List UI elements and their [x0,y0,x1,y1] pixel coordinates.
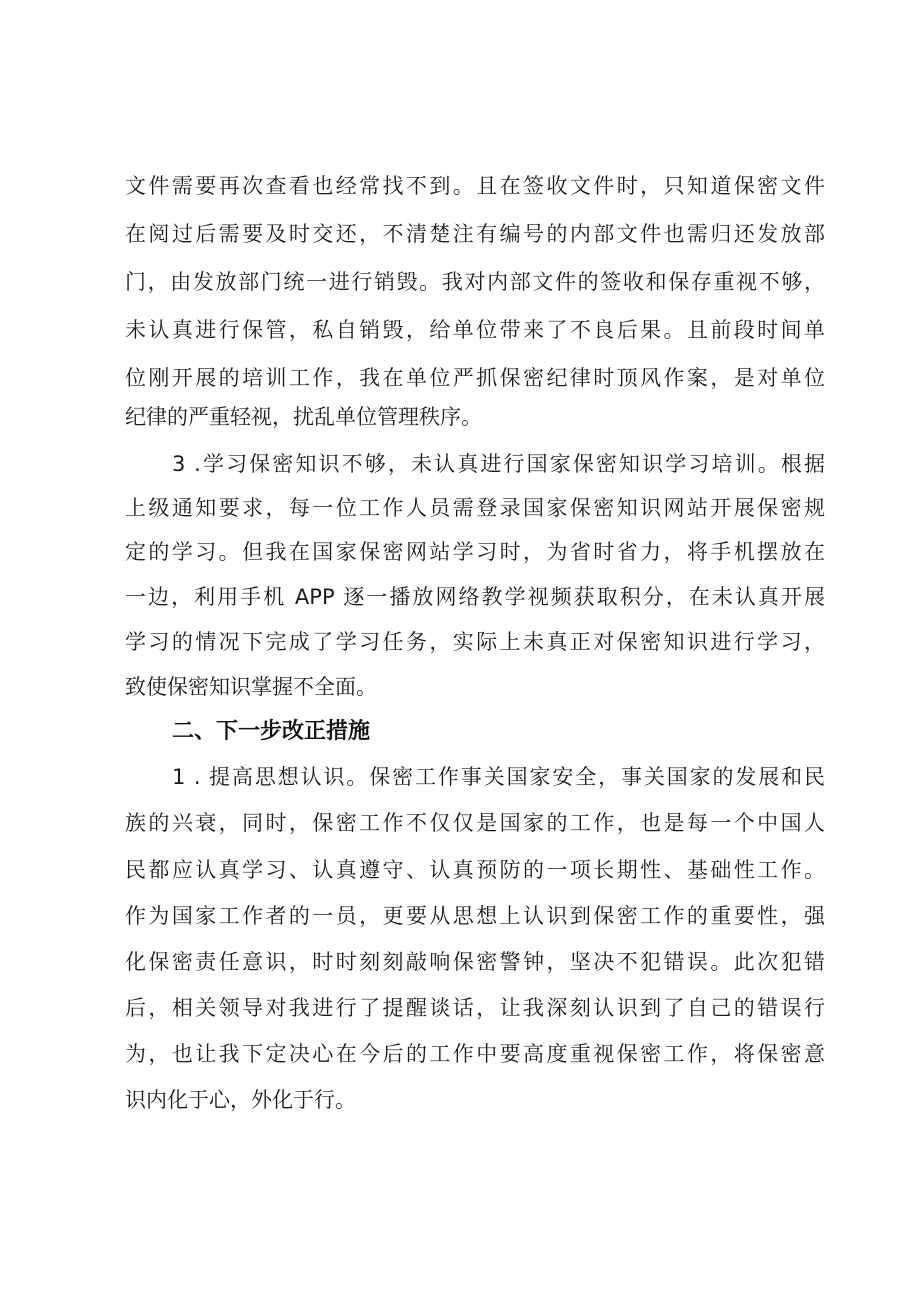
section-heading: 二、下一步改正措施 [172,719,371,744]
paragraph-line: 未认真进行保管，私自销毁，给单位带来了不良后果。且前段时间单 [125,318,825,342]
paragraph-line: 定的学习。但我在国家保密网站学习时，为省时省力，将手机摆放在 [125,540,825,564]
paragraph-line: 致使保密知识掌握不全面。 [125,675,377,699]
paragraph-line: 族的兴衰，同时，保密工作不仅仅是国家的工作，也是每一个中国人 [125,811,825,835]
paragraph-line: 化保密责任意识，时时刻刻敲响保密警钟，坚决不犯错误。此次犯错 [125,950,825,974]
paragraph-line: 上级通知要求，每一位工作人员需登录国家保密知识网站开展保密规 [125,496,825,520]
paragraph-line: 作为国家工作者的一员，更要从思想上认识到保密工作的重要性，强 [125,904,825,928]
paragraph-line: 后，相关领导对我进行了提醒谈话，让我深刻认识到了自己的错误行 [125,996,825,1020]
paragraph-line: 在阅过后需要及时交还，不清楚注有编号的内部文件也需归还发放部 [125,222,825,246]
paragraph-line: 位刚开展的培训工作，我在单位严抓保密纪律时顶风作案，是对单位 [125,366,825,390]
paragraph-line: 门，由发放部门统一进行销毁。我对内部文件的签收和保存重视不够， [125,270,825,294]
paragraph-line: 3 .学习保密知识不够，未认真进行国家保密知识学习培训。根据 [172,452,825,476]
paragraph-line: 1 . 提高思想认识。保密工作事关国家安全，事关国家的发展和民 [172,765,825,789]
paragraph-line: 民都应认真学习、认真遵守、认真预防的一项长期性、基础性工作。 [125,858,825,882]
paragraph-line: 为，也让我下定决心在今后的工作中要高度重视保密工作，将保密意 [125,1042,825,1066]
paragraph-line: 一边，利用手机 APP 逐一播放网络教学视频获取积分，在未认真开展 [125,585,825,609]
paragraph-line: 纪律的严重轻视，扰乱单位管理秩序。 [125,405,482,429]
paragraph-line: 识内化于心，外化于行。 [125,1088,356,1112]
paragraph-line: 文件需要再次查看也经常找不到。且在签收文件时，只知道保密文件 [125,174,825,198]
paragraph-line: 学习的情况下完成了学习任务，实际上未真正对保密知识进行学习， [125,630,825,654]
